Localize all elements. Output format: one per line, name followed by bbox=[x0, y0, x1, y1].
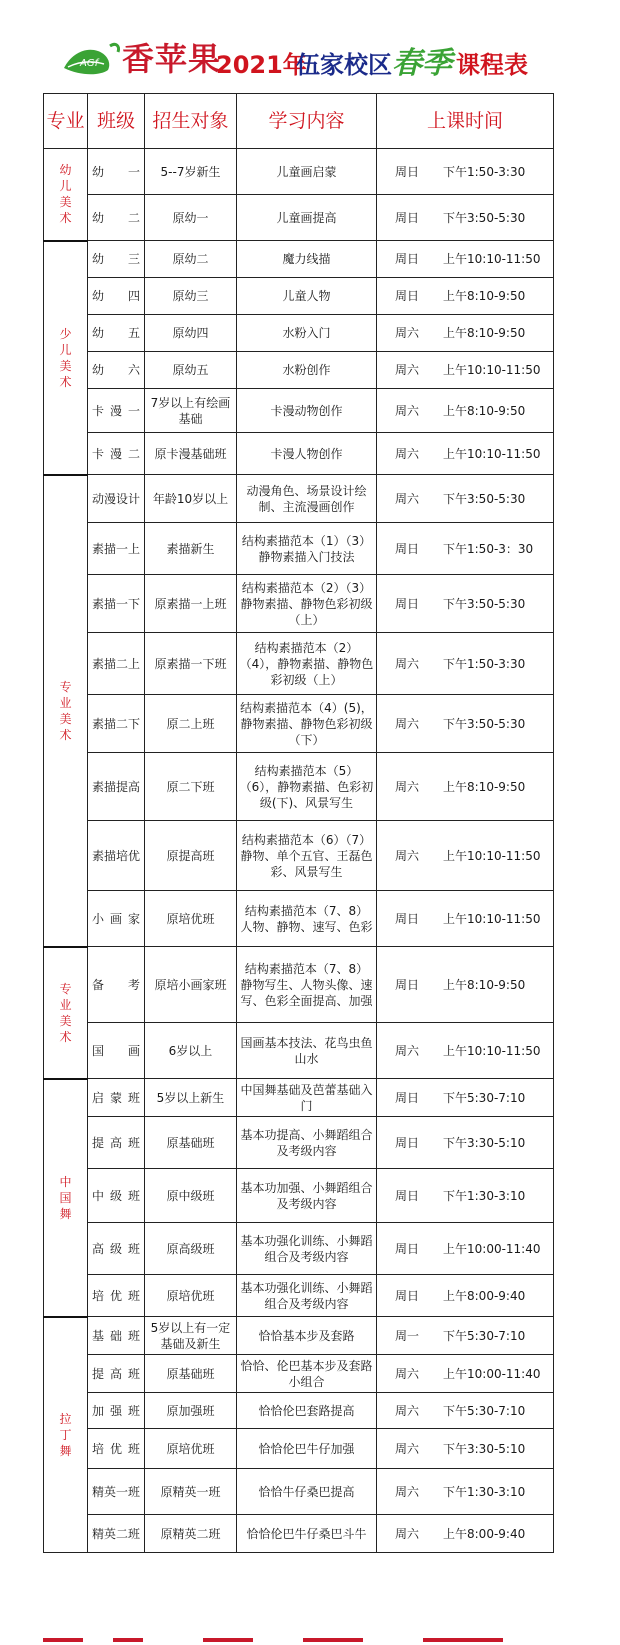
content-cell: 儿童人物 bbox=[237, 278, 377, 315]
day-text: 周六 bbox=[395, 1441, 420, 1456]
class-cell: 幼 六 bbox=[88, 352, 145, 389]
time-cell bbox=[377, 389, 554, 433]
content-cell: 儿童画提高 bbox=[237, 195, 377, 241]
time-text: 下午5:30-7:10 bbox=[443, 1403, 526, 1418]
day-text: 周六 bbox=[395, 656, 420, 671]
class-cell: 培 优 班 bbox=[88, 1429, 145, 1469]
day-text: 周日 bbox=[395, 541, 420, 556]
time-cell bbox=[377, 433, 554, 475]
title-suffix: 课程表 bbox=[456, 51, 528, 79]
day-text: 周日 bbox=[395, 596, 420, 611]
col-header-class: 班级 bbox=[88, 94, 145, 149]
content-cell: 基本功提高、小舞蹈组合及考级内容 bbox=[237, 1117, 377, 1169]
brand-name: 香苹果 bbox=[122, 40, 222, 78]
category-char: 术 bbox=[59, 1029, 72, 1044]
category-char: 舞 bbox=[59, 1206, 72, 1221]
category-char: 国 bbox=[59, 1190, 72, 1205]
day-text: 周日 bbox=[395, 210, 420, 225]
content-cell: 魔力线描 bbox=[237, 241, 377, 278]
category-char: 美 bbox=[59, 195, 72, 210]
table-row bbox=[44, 278, 554, 315]
table-row bbox=[44, 1469, 554, 1515]
class-cell: 幼 一 bbox=[88, 149, 145, 195]
table-row bbox=[44, 315, 554, 352]
target-cell: 原素描一下班 bbox=[145, 633, 237, 695]
col-header-time: 上课时间 bbox=[377, 94, 554, 149]
table-row bbox=[44, 1223, 554, 1275]
target-cell: 原培优班 bbox=[145, 891, 237, 947]
category-char: 舞 bbox=[59, 1443, 72, 1458]
day-text: 周六 bbox=[395, 403, 420, 418]
target-cell: 原幼四 bbox=[145, 315, 237, 352]
table-row bbox=[44, 575, 554, 633]
content-cell: 结构素描范本（7、8）静物写生、人物头像、速写、色彩全面提高、加强 bbox=[237, 947, 377, 1023]
content-cell: 结构素描范本（7、8）人物、静物、速写、色彩 bbox=[237, 891, 377, 947]
content-cell: 恰恰、伦巴基本步及套路小组合 bbox=[237, 1355, 377, 1393]
category-char: 业 bbox=[59, 997, 72, 1012]
time-cell bbox=[377, 352, 554, 389]
time-cell bbox=[377, 1515, 554, 1553]
content-cell: 结构素描范本（1）（3）静物素描入门技法 bbox=[237, 523, 377, 575]
page-header bbox=[0, 0, 620, 92]
time-cell bbox=[377, 278, 554, 315]
class-cell: 素描一下 bbox=[88, 575, 145, 633]
class-cell: 素描二上 bbox=[88, 633, 145, 695]
target-cell: 原加强班 bbox=[145, 1393, 237, 1429]
table-row bbox=[44, 1515, 554, 1553]
day-text: 周六 bbox=[395, 1403, 420, 1418]
day-text: 周日 bbox=[395, 911, 420, 926]
content-cell: 结构素描范本（5）（6），静物素描、色彩初级(下)、风景写生 bbox=[237, 753, 377, 821]
day-text: 周日 bbox=[395, 1135, 420, 1150]
time-text: 下午3:50-5:30 bbox=[443, 210, 526, 225]
target-cell: 原培小画家班 bbox=[145, 947, 237, 1023]
table-row bbox=[44, 821, 554, 891]
day-text: 周日 bbox=[395, 977, 420, 992]
class-cell: 精英二班 bbox=[88, 1515, 145, 1553]
content-cell: 卡漫人物创作 bbox=[237, 433, 377, 475]
schedule-body bbox=[44, 149, 554, 1553]
day-text: 周六 bbox=[395, 363, 420, 377]
day-text: 周六 bbox=[395, 848, 420, 863]
category-cell bbox=[44, 149, 88, 241]
time-cell bbox=[377, 633, 554, 695]
target-cell: 6岁以上 bbox=[145, 1023, 237, 1079]
class-cell: 启 蒙 班 bbox=[88, 1079, 145, 1117]
footer-decoration bbox=[43, 1638, 553, 1645]
time-text: 上午8:10-9:50 bbox=[443, 403, 526, 418]
table-row bbox=[44, 1393, 554, 1429]
time-text: 下午1:50-3:30 bbox=[443, 164, 526, 179]
day-text: 周六 bbox=[395, 1366, 420, 1381]
time-text: 上午10:10-11:50 bbox=[443, 252, 541, 266]
table-row bbox=[44, 1117, 554, 1169]
day-text: 周六 bbox=[395, 1526, 420, 1541]
table-row bbox=[44, 695, 554, 753]
category-char: 少 bbox=[59, 326, 72, 341]
time-cell bbox=[377, 475, 554, 523]
class-cell: 国 画 bbox=[88, 1023, 145, 1079]
category-cell bbox=[44, 1079, 88, 1317]
target-cell: 原培优班 bbox=[145, 1429, 237, 1469]
target-cell: 原基础班 bbox=[145, 1117, 237, 1169]
time-text: 下午1:50-3:30 bbox=[443, 656, 526, 671]
time-cell bbox=[377, 149, 554, 195]
target-cell: 5--7岁新生 bbox=[145, 149, 237, 195]
col-header-major: 专业 bbox=[44, 94, 88, 149]
content-cell: 恰恰伦巴牛仔桑巴斗牛 bbox=[237, 1515, 377, 1553]
day-text: 周六 bbox=[395, 779, 420, 794]
table-row bbox=[44, 633, 554, 695]
content-cell: 水粉入门 bbox=[237, 315, 377, 352]
content-cell: 卡漫动物创作 bbox=[237, 389, 377, 433]
target-cell: 原二上班 bbox=[145, 695, 237, 753]
class-cell: 精英一班 bbox=[88, 1469, 145, 1515]
time-text: 上午10:00-11:40 bbox=[443, 1241, 541, 1256]
class-cell: 培 优 班 bbox=[88, 1275, 145, 1317]
class-cell: 动漫设计 bbox=[88, 475, 145, 523]
time-text: 上午10:10-11:50 bbox=[443, 911, 541, 926]
day-text: 周日 bbox=[395, 1090, 420, 1105]
time-cell bbox=[377, 821, 554, 891]
time-cell bbox=[377, 575, 554, 633]
table-row bbox=[44, 241, 554, 278]
target-cell: 原卡漫基础班 bbox=[145, 433, 237, 475]
day-text: 周一 bbox=[395, 1328, 420, 1343]
class-cell: 中 级 班 bbox=[88, 1169, 145, 1223]
table-row bbox=[44, 1355, 554, 1393]
time-text: 上午10:00-11:40 bbox=[443, 1366, 541, 1381]
time-text: 下午3:50-5:30 bbox=[443, 491, 526, 506]
time-cell bbox=[377, 1393, 554, 1429]
time-cell bbox=[377, 753, 554, 821]
time-text: 上午10:10-11:50 bbox=[443, 446, 541, 461]
col-header-content: 学习内容 bbox=[237, 94, 377, 149]
target-cell: 素描新生 bbox=[145, 523, 237, 575]
time-cell bbox=[377, 195, 554, 241]
table-row bbox=[44, 1317, 554, 1355]
time-text: 上午8:10-9:50 bbox=[443, 977, 526, 992]
time-cell bbox=[377, 1169, 554, 1223]
target-cell: 原幼一 bbox=[145, 195, 237, 241]
target-cell: 原精英一班 bbox=[145, 1469, 237, 1515]
day-text: 周日 bbox=[395, 1288, 420, 1303]
time-cell bbox=[377, 947, 554, 1023]
content-cell: 国画基本技法、花鸟虫鱼山水 bbox=[237, 1023, 377, 1079]
target-cell: 原幼五 bbox=[145, 352, 237, 389]
target-cell: 原幼三 bbox=[145, 278, 237, 315]
class-cell: 素描一上 bbox=[88, 523, 145, 575]
class-cell: 幼 五 bbox=[88, 315, 145, 352]
day-text: 周六 bbox=[395, 716, 420, 731]
time-text: 下午1:30-3:10 bbox=[443, 1484, 526, 1499]
time-text: 上午8:10-9:50 bbox=[443, 779, 526, 794]
svg-text:AGf: AGf bbox=[80, 58, 99, 69]
target-cell: 7岁以上有绘画基础 bbox=[145, 389, 237, 433]
day-text: 周六 bbox=[395, 1484, 420, 1499]
day-text: 周日 bbox=[395, 252, 420, 266]
table-row bbox=[44, 1429, 554, 1469]
target-cell: 原中级班 bbox=[145, 1169, 237, 1223]
time-text: 下午1:50-3：30 bbox=[443, 541, 534, 556]
col-header-target: 招生对象 bbox=[145, 94, 237, 149]
target-cell: 原精英二班 bbox=[145, 1515, 237, 1553]
table-row bbox=[44, 947, 554, 1023]
time-text: 上午10:10-11:50 bbox=[443, 1043, 541, 1058]
category-char: 美 bbox=[59, 358, 72, 373]
time-text: 上午10:10-11:50 bbox=[443, 363, 541, 377]
class-cell: 卡 漫 二 bbox=[88, 433, 145, 475]
time-cell bbox=[377, 1223, 554, 1275]
table-row bbox=[44, 523, 554, 575]
target-cell: 原提高班 bbox=[145, 821, 237, 891]
content-cell: 结构素描范本（2）（3）静物素描、静物色彩初级（上） bbox=[237, 575, 377, 633]
content-cell: 恰恰牛仔桑巴提高 bbox=[237, 1469, 377, 1515]
time-cell bbox=[377, 315, 554, 352]
category-cell bbox=[44, 475, 88, 947]
content-cell: 基本功强化训练、小舞蹈组合及考级内容 bbox=[237, 1223, 377, 1275]
time-cell bbox=[377, 241, 554, 278]
time-cell bbox=[377, 1355, 554, 1393]
category-char: 术 bbox=[59, 211, 72, 226]
title-year: 2021年 bbox=[216, 51, 307, 79]
category-char: 拉 bbox=[59, 1411, 72, 1426]
target-cell: 原基础班 bbox=[145, 1355, 237, 1393]
day-text: 周六 bbox=[395, 326, 420, 340]
time-cell bbox=[377, 891, 554, 947]
category-char: 美 bbox=[59, 711, 72, 726]
time-text: 上午10:10-11:50 bbox=[443, 848, 541, 863]
target-cell: 5岁以上新生 bbox=[145, 1079, 237, 1117]
table-row bbox=[44, 475, 554, 523]
content-cell: 结构素描范本（6）（7）静物、单个五官、王磊色彩、风景写生 bbox=[237, 821, 377, 891]
day-text: 周六 bbox=[395, 1043, 420, 1058]
table-row bbox=[44, 891, 554, 947]
time-cell bbox=[377, 1429, 554, 1469]
category-cell bbox=[44, 1317, 88, 1553]
time-cell bbox=[377, 1023, 554, 1079]
content-cell: 恰恰基本步及套路 bbox=[237, 1317, 377, 1355]
day-text: 周六 bbox=[395, 491, 420, 506]
category-char: 术 bbox=[59, 374, 72, 389]
table-row bbox=[44, 433, 554, 475]
table-row bbox=[44, 195, 554, 241]
table-row bbox=[44, 1023, 554, 1079]
class-cell: 幼 四 bbox=[88, 278, 145, 315]
target-cell: 5岁以上有一定基础及新生 bbox=[145, 1317, 237, 1355]
class-cell: 高 级 班 bbox=[88, 1223, 145, 1275]
table-row bbox=[44, 1169, 554, 1223]
time-cell bbox=[377, 1117, 554, 1169]
category-char: 专 bbox=[59, 981, 72, 996]
time-text: 下午3:50-5:30 bbox=[443, 596, 526, 611]
day-text: 周日 bbox=[395, 1241, 420, 1256]
table-row bbox=[44, 352, 554, 389]
table-row bbox=[44, 149, 554, 195]
class-cell: 基 础 班 bbox=[88, 1317, 145, 1355]
time-text: 下午3:30-5:10 bbox=[443, 1441, 526, 1456]
category-char: 幼 bbox=[59, 163, 72, 178]
time-text: 下午5:30-7:10 bbox=[443, 1328, 526, 1343]
category-char: 儿 bbox=[59, 342, 72, 357]
content-cell: 恰恰伦巴牛仔加强 bbox=[237, 1429, 377, 1469]
table-row bbox=[44, 1079, 554, 1117]
time-text: 上午8:10-9:50 bbox=[443, 289, 526, 303]
target-cell: 原幼二 bbox=[145, 241, 237, 278]
time-text: 下午3:50-5:30 bbox=[443, 716, 526, 731]
category-cell bbox=[44, 947, 88, 1079]
class-cell: 幼 二 bbox=[88, 195, 145, 241]
time-text: 下午3:30-5:10 bbox=[443, 1135, 526, 1150]
target-cell: 原二下班 bbox=[145, 753, 237, 821]
day-text: 周日 bbox=[395, 289, 420, 303]
time-cell bbox=[377, 1079, 554, 1117]
schedule-table bbox=[43, 93, 554, 1553]
content-cell: 恰恰伦巴套路提高 bbox=[237, 1393, 377, 1429]
table-header-row bbox=[44, 94, 554, 149]
class-cell: 加 强 班 bbox=[88, 1393, 145, 1429]
time-text: 下午5:30-7:10 bbox=[443, 1090, 526, 1105]
time-text: 下午1:30-3:10 bbox=[443, 1188, 526, 1203]
content-cell: 基本功加强、小舞蹈组合及考级内容 bbox=[237, 1169, 377, 1223]
table-row bbox=[44, 389, 554, 433]
content-cell: 中国舞基础及芭蕾基础入门 bbox=[237, 1079, 377, 1117]
content-cell: 儿童画启蒙 bbox=[237, 149, 377, 195]
apple-leaf-logo-icon bbox=[60, 38, 122, 78]
target-cell: 原培优班 bbox=[145, 1275, 237, 1317]
time-text: 上午8:00-9:40 bbox=[443, 1526, 526, 1541]
time-cell bbox=[377, 1275, 554, 1317]
category-char: 术 bbox=[59, 727, 72, 742]
class-cell: 备 考 bbox=[88, 947, 145, 1023]
time-cell bbox=[377, 523, 554, 575]
table-row bbox=[44, 1275, 554, 1317]
class-cell: 提 高 班 bbox=[88, 1355, 145, 1393]
class-cell: 幼 三 bbox=[88, 241, 145, 278]
category-char: 美 bbox=[59, 1013, 72, 1028]
class-cell: 素描二下 bbox=[88, 695, 145, 753]
time-cell bbox=[377, 695, 554, 753]
day-text: 周日 bbox=[395, 1188, 420, 1203]
class-cell: 提 高 班 bbox=[88, 1117, 145, 1169]
category-cell bbox=[44, 241, 88, 475]
time-cell bbox=[377, 1317, 554, 1355]
class-cell: 素描培优 bbox=[88, 821, 145, 891]
category-char: 丁 bbox=[59, 1427, 72, 1442]
title-campus: 伍家校区 bbox=[296, 51, 392, 79]
category-char: 中 bbox=[59, 1174, 72, 1189]
content-cell: 动漫角色、场景设计绘制、主流漫画创作 bbox=[237, 475, 377, 523]
content-cell: 水粉创作 bbox=[237, 352, 377, 389]
category-char: 业 bbox=[59, 695, 72, 710]
class-cell: 小 画 家 bbox=[88, 891, 145, 947]
content-cell: 基本功强化训练、小舞蹈组合及考级内容 bbox=[237, 1275, 377, 1317]
content-cell: 结构素描范本（4）(5)，静物素描、静物色彩初级（下） bbox=[237, 695, 377, 753]
table-row bbox=[44, 753, 554, 821]
target-cell: 原高级班 bbox=[145, 1223, 237, 1275]
time-text: 上午8:10-9:50 bbox=[443, 326, 526, 340]
time-cell bbox=[377, 1469, 554, 1515]
target-cell: 年龄10岁以上 bbox=[145, 475, 237, 523]
class-cell: 卡 漫 一 bbox=[88, 389, 145, 433]
content-cell: 结构素描范本（2）（4），静物素描、静物色彩初级（上） bbox=[237, 633, 377, 695]
category-char: 专 bbox=[59, 679, 72, 694]
class-cell: 素描提高 bbox=[88, 753, 145, 821]
target-cell: 原素描一上班 bbox=[145, 575, 237, 633]
time-text: 上午8:00-9:40 bbox=[443, 1288, 526, 1303]
day-text: 周日 bbox=[395, 164, 420, 179]
day-text: 周六 bbox=[395, 446, 420, 461]
category-char: 儿 bbox=[59, 179, 72, 194]
title-season: 春季 bbox=[392, 46, 452, 81]
